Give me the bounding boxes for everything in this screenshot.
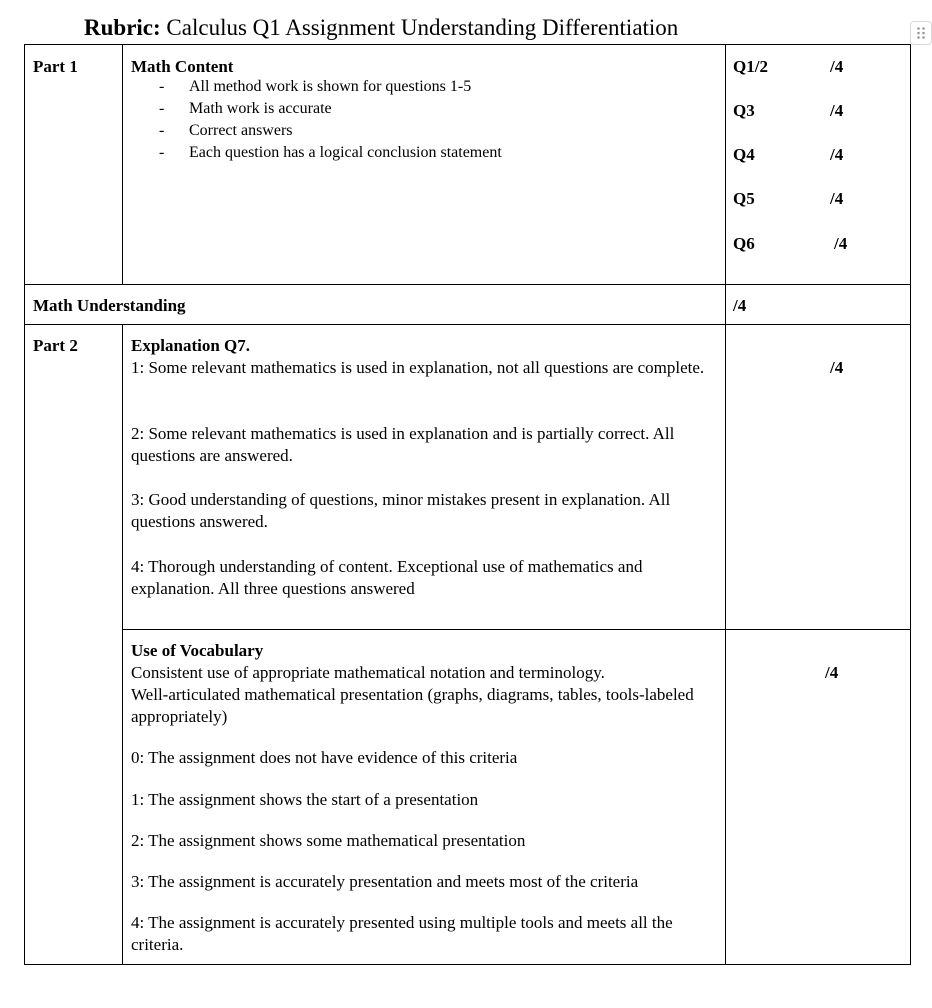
math-content-criteria-list: [131, 78, 502, 166]
bullet-dash: -: [159, 78, 165, 95]
vocabulary-description-1: Consistent use of appropriate mathematical notation and terminology.: [131, 663, 605, 682]
criteria-text: Each question has a logical conclusion statement: [189, 144, 502, 161]
math-understanding-score: /4: [733, 296, 747, 315]
score-question-label: Q6: [733, 234, 755, 253]
table-border-top: [24, 44, 911, 45]
score-question-label: Q1/2: [733, 57, 768, 76]
vocabulary-level-4: 4: The assignment is accurately presented using multiple tools and meets all the criteria.: [131, 913, 673, 954]
table-border-row2: [24, 324, 911, 325]
part2-label: Part 2: [33, 336, 78, 355]
vocabulary-description-2: Well-articulated mathematical presentation (graphs, diagrams, tables, tools-labeled appropriately): [131, 685, 694, 726]
math-understanding-label: Math Understanding: [33, 296, 186, 315]
vocabulary-heading: Use of Vocabulary: [131, 641, 264, 660]
score-max: /4: [830, 189, 844, 208]
rubric-title-prefix: Rubric:: [84, 15, 161, 40]
criteria-text: Correct answers: [189, 122, 293, 139]
score-question-label: Q3: [733, 101, 755, 120]
score-max: /4: [830, 101, 844, 120]
bullet-dash: -: [159, 144, 165, 161]
table-border-row3: [122, 629, 911, 630]
table-border-left: [24, 44, 25, 965]
vocabulary-level-1: 1: The assignment shows the start of a presentation: [131, 790, 479, 809]
vocabulary-level-3: 3: The assignment is accurately presentation and meets most of the criteria: [131, 872, 639, 891]
drag-dots-icon: [916, 26, 926, 40]
score-question-label: Q5: [733, 189, 755, 208]
explanation-heading: Explanation Q7.: [131, 336, 251, 355]
list-item: [131, 100, 502, 122]
bullet-dash: -: [159, 100, 165, 117]
rubric-title-text: Calculus Q1 Assignment Understanding Differentiation: [166, 15, 679, 40]
part1-label: Part 1: [33, 57, 78, 76]
vocabulary-level-0: 0: The assignment does not have evidence of this criteria: [131, 748, 518, 767]
vocabulary-score: /4: [825, 663, 839, 682]
table-border-row1: [24, 284, 911, 285]
criteria-text: All method work is shown for questions 1-5: [189, 78, 472, 95]
math-content-heading: Math Content: [131, 57, 234, 76]
score-question-label: Q4: [733, 145, 755, 164]
explanation-level-4: 4: Thorough understanding of content. Exceptional use of mathematics and explanation. All three questions answered: [131, 557, 643, 598]
table-border-bottom: [24, 964, 911, 965]
explanation-level-1: 1: Some relevant mathematics is used in explanation, not all questions are complete.: [131, 358, 705, 377]
list-item: [131, 122, 502, 144]
list-item: [131, 144, 502, 166]
rubric-title: [84, 13, 678, 43]
table-drag-handle[interactable]: [910, 21, 932, 45]
list-item: [131, 78, 502, 100]
table-border-col1-part1: [122, 44, 123, 285]
score-max: /4: [830, 145, 844, 164]
bullet-dash: -: [159, 122, 165, 139]
table-border-right: [910, 44, 911, 965]
score-max: /4: [834, 234, 848, 253]
table-border-col2: [725, 44, 726, 965]
score-max: /4: [830, 57, 844, 76]
explanation-level-2: 2: Some relevant mathematics is used in explanation and is partially correct. All questions are answered.: [131, 424, 675, 465]
vocabulary-level-2: 2: The assignment shows some mathematical presentation: [131, 831, 526, 850]
explanation-level-3: 3: Good understanding of questions, minor mistakes present in explanation. All questions answered.: [131, 490, 671, 531]
table-border-col1-part2: [122, 324, 123, 965]
criteria-text: Math work is accurate: [189, 100, 332, 117]
explanation-score: /4: [830, 358, 844, 377]
